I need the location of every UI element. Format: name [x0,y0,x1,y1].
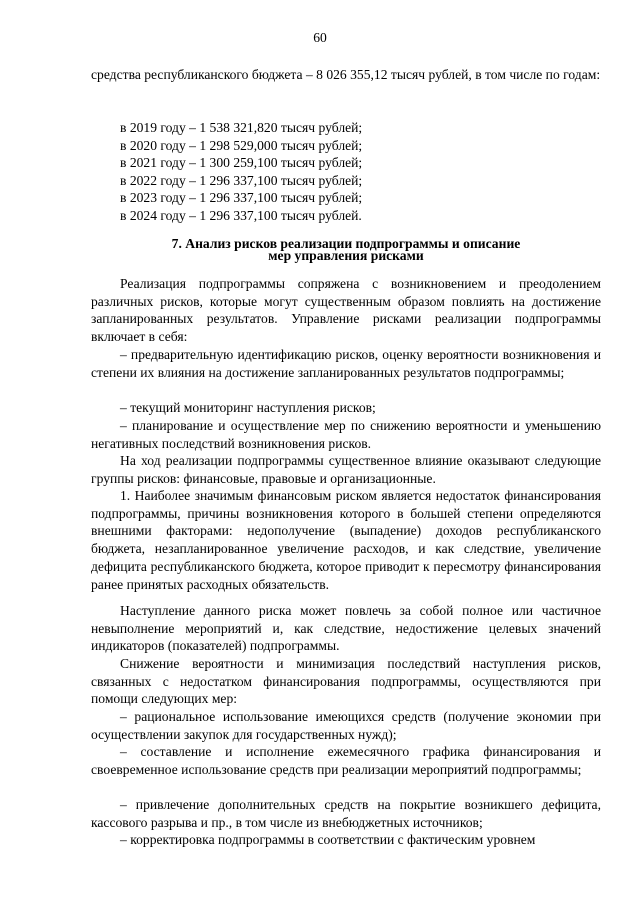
year-item: в 2021 году – 1 300 259,100 тысяч рублей; [120,155,363,171]
year-item: в 2024 году – 1 296 337,100 тысяч рублей. [120,207,362,223]
list-item: – рациональное использование имеющихся средств (получение экономии при осуществлении закупок для государственных нужд); [91,709,601,742]
paragraph: 1. Наиболее значимым финансовым риском является недостаток финансирования подпрограммы, причины возникновения которого в большей степени определяются внешними факторами: недополучение (выпадение) доходов республиканского бюджета, незапланированное увеличение расходов, и как следствие, увеличение дефицита республиканского бюджета, которое приводит к пересмотру финансирования ранее принятых расходных обязательств. [91,488,601,592]
list-item: – планирование и осуществление мер по снижению вероятности и уменьшению негативных последствий возникновения рисков. [91,418,601,451]
section-heading-line: мер управления рисками [268,248,424,263]
section-heading [91,238,601,262]
paragraph: Снижение вероятности и минимизация последствий наступления рисков, связанных с недостатком финансирования подпрограммы, осуществляются при помощи следующих мер: [91,656,601,707]
paragraph: Наступление данного риска может повлечь за собой полное или частичное невыполнение мероприятий и, как следствие, недостижение целевых значений индикаторов (показателей) подпрограммы. [91,603,601,654]
paragraph: На ход реализации подпрограммы существенное влияние оказывают следующие группы рисков: финансовые, правовые и организационные. [91,453,601,486]
year-item: в 2020 году – 1 298 529,000 тысяч рублей; [120,137,363,153]
list-item: – корректировка подпрограммы в соответствии с фактическим уровнем [120,832,536,847]
list-item: – предварительную идентификацию рисков, оценку вероятности возникновения и степени их влияния на достижение запланированных результатов подпрограммы; [91,347,601,380]
year-item: в 2019 году – 1 538 321,820 тысяч рублей; [120,120,363,135]
list-item: – составление и исполнение ежемесячного графика финансирования и своевременное использование средств при реализации мероприятий подпрограммы; [91,744,601,777]
year-item: в 2022 году – 1 296 337,100 тысяч рублей; [120,172,363,188]
list-item: – привлечение дополнительных средств на покрытие возникшего дефицита, кассового разрыва и пр., в том числе из внебюджетных источников; [91,797,601,830]
paragraph: Реализация подпрограммы сопряжена с возникновением и преодолением различных рисков, которые могут существенным образом повлиять на достижение запланированных результатов. Управление рисками реализации подпрограммы включает в себя: [91,276,601,345]
intro-text: средства республиканского бюджета – 8 026 355,12 тысяч рублей, в том числе по годам: [91,67,601,82]
year-list [120,119,600,225]
list-item: – текущий мониторинг наступления рисков; [120,400,376,415]
section-heading-line: 7. Анализ рисков реализации подпрограммы и описание [171,236,521,251]
page-number: 60 [313,30,327,45]
year-item: в 2023 году – 1 296 337,100 тысяч рублей; [120,190,363,206]
